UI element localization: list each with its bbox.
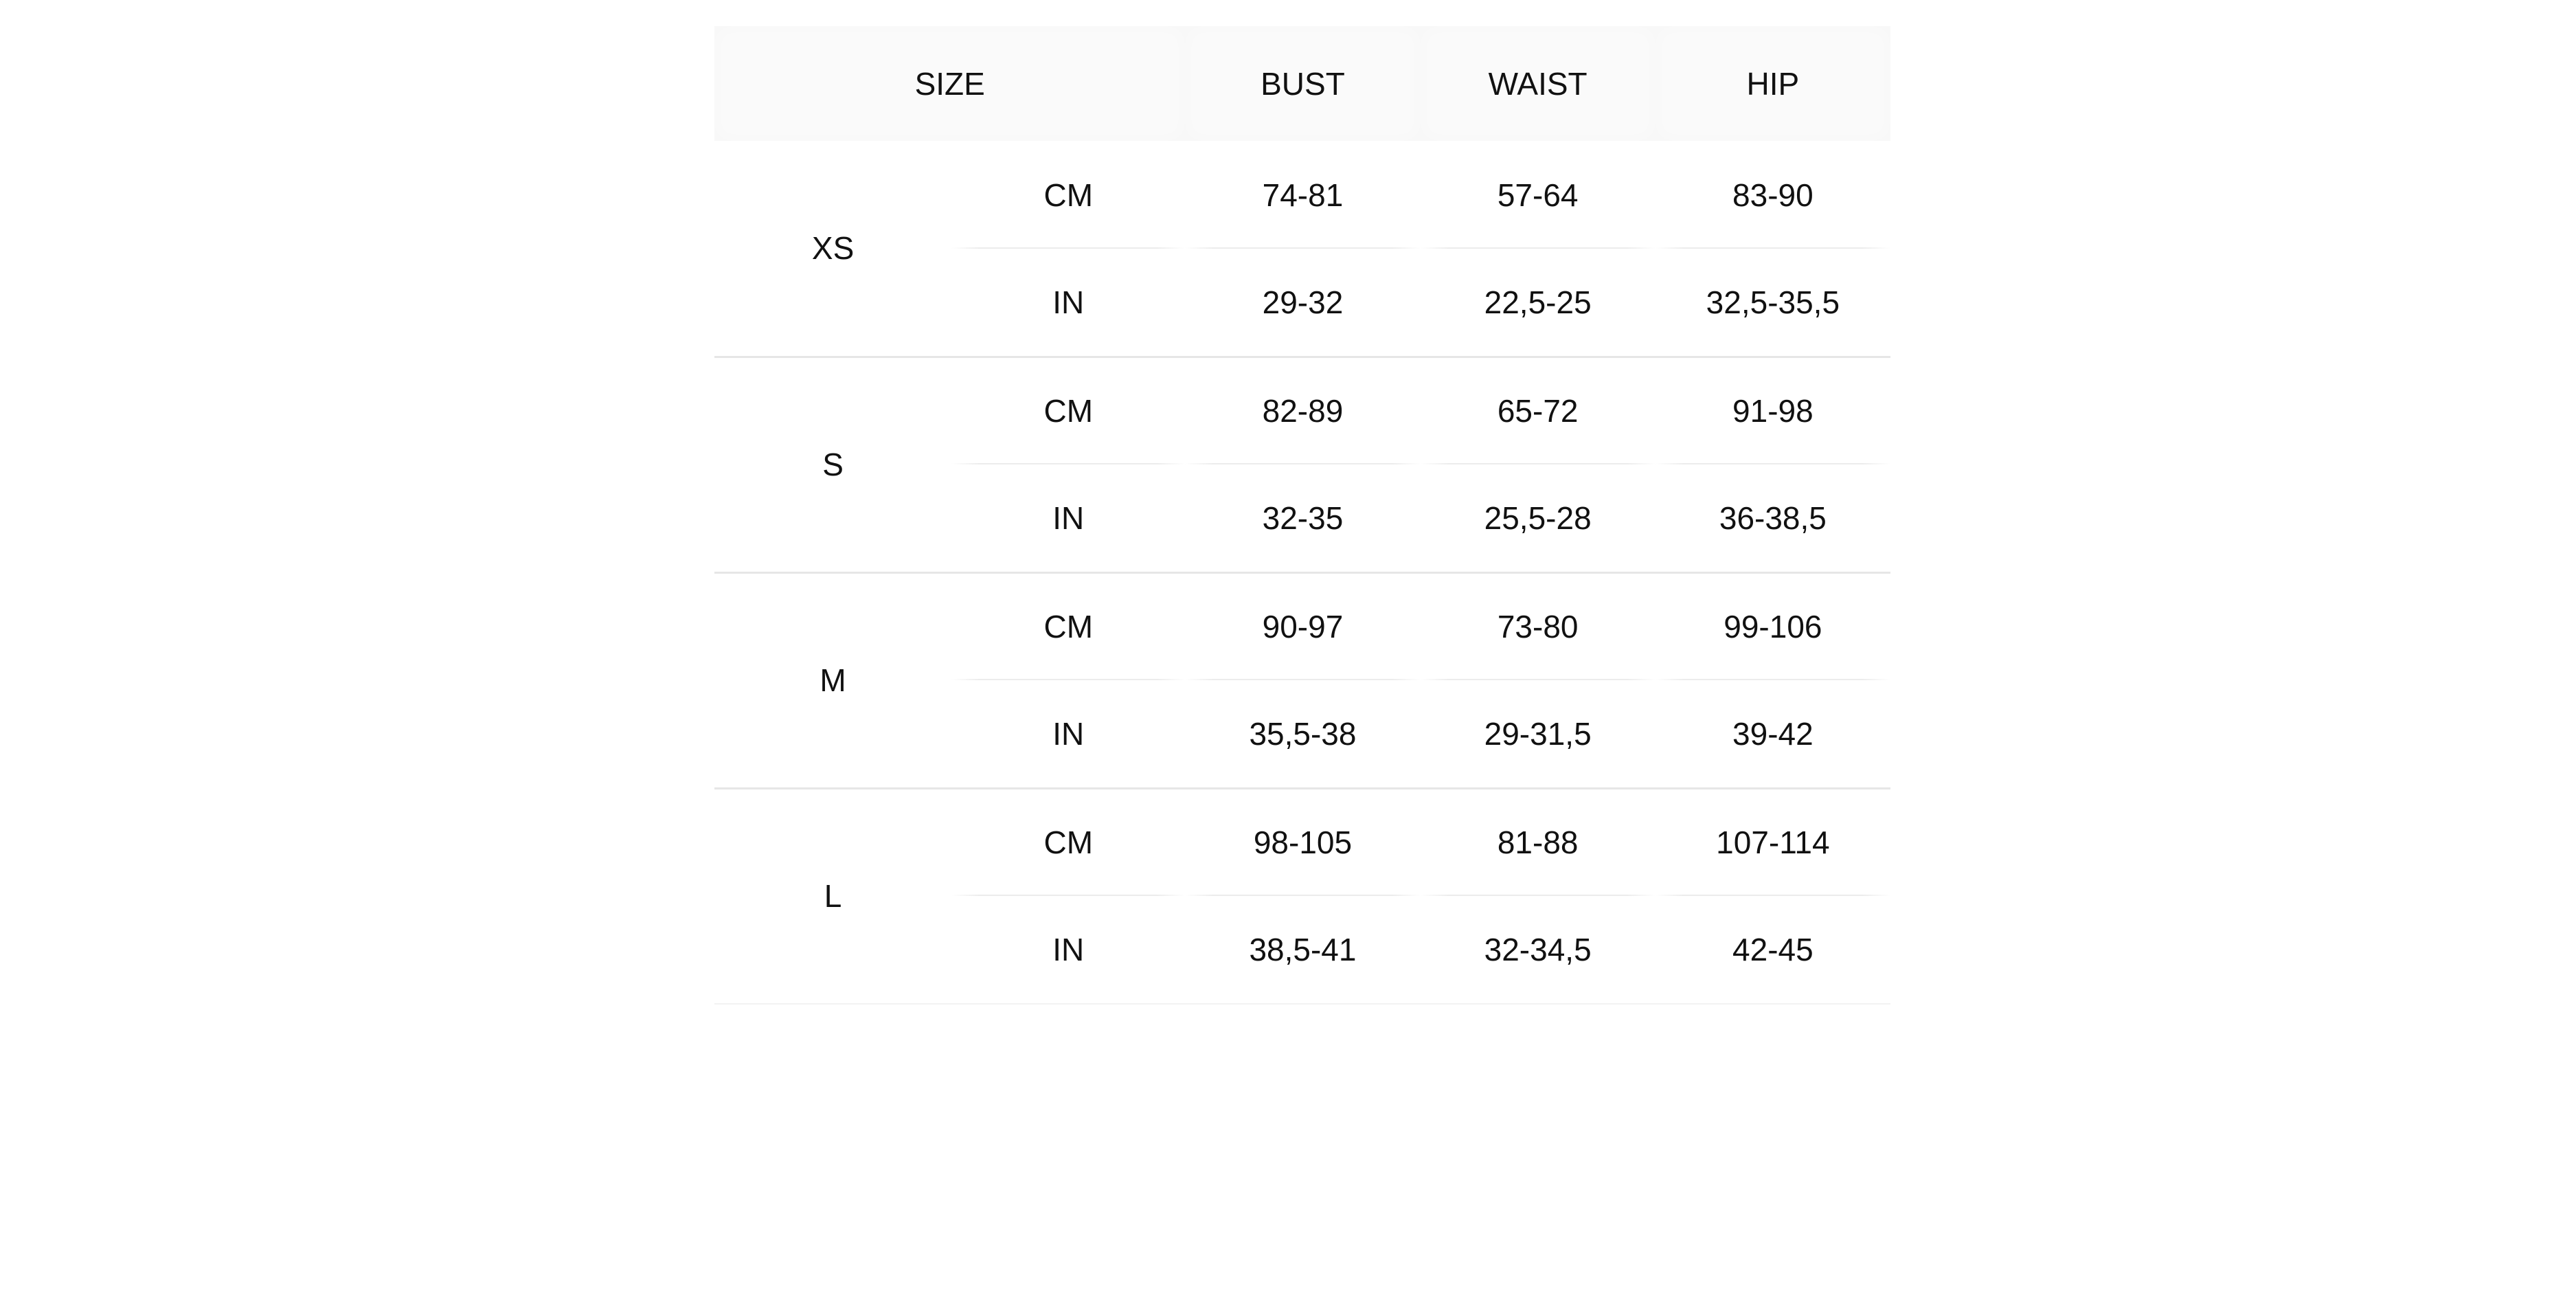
size-chart-table — [714, 26, 1890, 1005]
size-label-s: S — [714, 357, 951, 572]
hip-value: 42-45 — [1656, 896, 1890, 1004]
unit-label-cm: CM — [951, 357, 1185, 464]
hip-value: 91-98 — [1656, 357, 1890, 464]
hip-value: 32,5-35,5 — [1656, 249, 1890, 357]
unit-label-cm: CM — [951, 788, 1185, 896]
header-row — [714, 26, 1890, 141]
bust-value: 35,5-38 — [1185, 680, 1420, 788]
waist-value: 22,5-25 — [1421, 249, 1656, 357]
waist-value: 29-31,5 — [1421, 680, 1656, 788]
size-chart-header — [714, 26, 1890, 141]
header-bust: BUST — [1185, 26, 1420, 141]
header-size: SIZE — [714, 26, 1185, 141]
header-waist: WAIST — [1421, 26, 1656, 141]
hip-value: 39-42 — [1656, 680, 1890, 788]
bust-value: 98-105 — [1185, 788, 1420, 896]
bust-value: 90-97 — [1185, 572, 1420, 680]
table-row-xs-cm — [714, 141, 1890, 249]
table-row-s-cm — [714, 357, 1890, 464]
bust-value: 82-89 — [1185, 357, 1420, 464]
size-label-xs: XS — [714, 141, 951, 357]
waist-value: 25,5-28 — [1421, 464, 1656, 572]
unit-label-in: IN — [951, 464, 1185, 572]
waist-value: 73-80 — [1421, 572, 1656, 680]
size-chart-body — [714, 141, 1890, 1004]
hip-value: 36-38,5 — [1656, 464, 1890, 572]
table-row-l-cm — [714, 788, 1890, 896]
size-label-l: L — [714, 788, 951, 1004]
bust-value: 38,5-41 — [1185, 896, 1420, 1004]
bust-value: 74-81 — [1185, 141, 1420, 249]
bust-value: 32-35 — [1185, 464, 1420, 572]
waist-value: 32-34,5 — [1421, 896, 1656, 1004]
table-row-m-cm — [714, 572, 1890, 680]
hip-value: 99-106 — [1656, 572, 1890, 680]
waist-value: 57-64 — [1421, 141, 1656, 249]
hip-value: 107-114 — [1656, 788, 1890, 896]
waist-value: 65-72 — [1421, 357, 1656, 464]
unit-label-in: IN — [951, 896, 1185, 1004]
waist-value: 81-88 — [1421, 788, 1656, 896]
unit-label-in: IN — [951, 249, 1185, 357]
unit-label-in: IN — [951, 680, 1185, 788]
bust-value: 29-32 — [1185, 249, 1420, 357]
hip-value: 83-90 — [1656, 141, 1890, 249]
size-label-m: M — [714, 572, 951, 788]
header-hip: HIP — [1656, 26, 1890, 141]
unit-label-cm: CM — [951, 141, 1185, 249]
unit-label-cm: CM — [951, 572, 1185, 680]
